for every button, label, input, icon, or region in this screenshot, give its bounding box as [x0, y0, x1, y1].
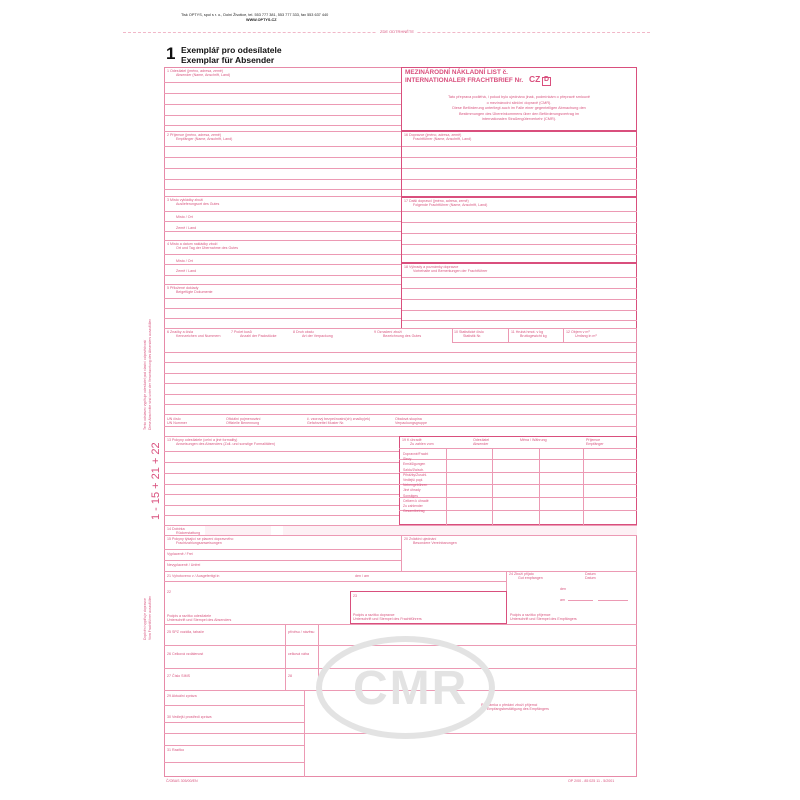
- f19-col-1: Odesílatel: [473, 438, 490, 442]
- adr-label-de-2: Offizielle Benennung: [226, 421, 260, 425]
- goods-header-line: [452, 342, 637, 343]
- divider: [164, 762, 304, 763]
- field-18-line: [402, 320, 637, 321]
- field-2-line: [164, 168, 401, 169]
- header-note-line: Tato přeprava podléhá, i pokud bylo ujednáno jinak, podmínkám o přepravě smlouvě: [447, 95, 591, 99]
- field-4-label-de: Ort und Tag der Übernahme des Gutes: [176, 246, 239, 250]
- field-19-head-de: Zu zahlen vom: [410, 442, 434, 446]
- f19-col-3: Příjemce: [586, 438, 601, 442]
- field-17-line: [402, 222, 637, 223]
- field-18-label-de: Vorbehalte und Bemerkungen der Frachtführer: [413, 269, 488, 273]
- f19-row-label: Zu zahlender: [403, 504, 423, 508]
- field-2-line: [164, 189, 401, 190]
- field-16-line: [402, 179, 637, 180]
- goods-col-divider: [508, 328, 509, 342]
- field-13-line: [164, 505, 399, 506]
- goods-col-divider: [452, 328, 453, 342]
- field-24-am: am: [560, 598, 565, 602]
- field-18-line: [402, 277, 637, 278]
- field-2-line: [164, 179, 401, 180]
- field-18-line: [402, 288, 637, 289]
- f19-row-label: Přirážky/Zuschl.: [403, 472, 428, 477]
- field-3-label-cz: 3 Místo vykládky zboží: [167, 198, 204, 202]
- field-5-line: [164, 308, 401, 309]
- field-5-label-cz: 5 Přiložené doklady: [167, 286, 199, 290]
- field-17-line: [402, 244, 637, 245]
- goods-row-line: [164, 394, 637, 395]
- field-5-line: [164, 318, 401, 319]
- goods-col-divider: [563, 328, 564, 342]
- field-18-line: [402, 299, 637, 300]
- field-18-line: [402, 310, 637, 311]
- divider: [164, 745, 304, 746]
- header-note-line: Bestimmungen des Übereinkommens über den Beförderungsvertrag im: [458, 111, 580, 116]
- goods-col-label-3: 8 Druh obalu: [293, 330, 314, 334]
- adr-label-de-4: Verpackungsgruppe: [395, 421, 427, 425]
- goods-row-line: [164, 404, 637, 405]
- goods-col-label-7: 12 Objem v m³: [566, 330, 590, 334]
- field-4-place: Místo / Ort: [176, 259, 193, 263]
- field-18-label-cz: 18 Výhrady a poznámky dopravce: [404, 265, 459, 269]
- printer-line-1: Tisk OPTYS, spol s r. o., Dolní Životice, tel. 553 777 381, 553 777 333, fax 553 637 440: [181, 13, 329, 17]
- field-13-label-cz: 13 Pokyny odesílatele (celní a jiné formality): [167, 438, 238, 442]
- field-1-line: [164, 104, 401, 105]
- goods-col-label-5: 10 Statistické číslo: [454, 330, 484, 334]
- f19-row-label: Ermäßigungen: [403, 462, 426, 467]
- field-3-place: Místo / Ort: [176, 215, 193, 219]
- field-4-label-cz: 4 Místo a datum nakládky zboží: [167, 242, 218, 246]
- field-1-label-de: Absender (Name, Anschrift, Land): [176, 73, 231, 77]
- field-24-label-de: Gut empfangen: [518, 576, 543, 580]
- goods-col-label-de-6: Bruttogewicht kg: [520, 334, 547, 338]
- field-26-label: 26 Celková vzdálenost: [167, 652, 204, 656]
- f19-row-label: Saldo/Zwisch.: [403, 467, 425, 472]
- field-3-line: [164, 231, 401, 232]
- f19-row-label: Celkem k úhradě: [403, 498, 429, 503]
- field-24-datum-de: Datum: [585, 576, 596, 580]
- divider: [164, 196, 401, 197]
- goods-col-label-de-5: Statistik Nr.: [463, 334, 482, 338]
- left-vertical-1: Tento odstavec vyplňuje odesílatel pod vlastní odpovědností: [143, 339, 147, 430]
- copy-title-cz: Exemplář pro odesílatele: [181, 45, 282, 55]
- field-5-line: [164, 298, 401, 299]
- field-3-label-de: Auslieferungsort des Gutes: [176, 202, 220, 206]
- divider: [164, 722, 304, 723]
- field-14-label-cz: 14 Dobírka: [167, 527, 185, 531]
- header-note-line: internationalen Straßengüterverkehr (CMR).: [481, 117, 557, 122]
- field-3-country: Země / Land: [176, 226, 197, 230]
- bottom-vertical: [285, 624, 286, 690]
- f19-row-label: Sonstiges: [403, 493, 418, 498]
- field-13-line: [164, 473, 399, 474]
- f19-row-label: Vedlejší popl.: [403, 478, 424, 482]
- field-23-sign-cz: Podpis a razítko dopravce: [353, 613, 395, 617]
- field-29-label: 29 Aktuální zpráva: [167, 694, 197, 698]
- goods-col-label-de-2: Anzahl der Packstücke: [240, 334, 277, 338]
- field-30-label: 30 Vedlejší prostředí zpráva: [167, 715, 212, 719]
- field-17-label-cz: 17 Další dopravci (jméno, adresa, země): [404, 199, 469, 203]
- f19-row-label: Gesamtbetrag: [403, 509, 425, 514]
- field-14-label-de: Rückerstattung: [176, 531, 201, 535]
- goods-col-label-de-4: Bezeichnung des Gutes: [383, 334, 422, 338]
- field-1-line: [164, 93, 401, 94]
- field-13-line: [164, 494, 399, 495]
- footer-right: OP 2/00 - 85 025 11 - 5/2001: [568, 779, 615, 783]
- field-1-line: [164, 115, 401, 116]
- adr-label-de-1: UN Nummer: [167, 421, 187, 425]
- divider: [164, 571, 637, 572]
- field-13-line: [164, 484, 399, 485]
- f19-row-label: Slevy: [403, 457, 412, 462]
- header-country: CZ: [529, 74, 541, 84]
- header-title-1: MEZINÁRODNÍ NÁKLADNÍ LIST č.: [405, 69, 508, 76]
- f19-row-label: Jiné úhrady: [403, 488, 421, 493]
- field-31-label: 31 Razítko: [167, 748, 185, 752]
- header-note-line: Diese Beförderung unterliegt auch im Falle einer gegenteiligen Abmachung den: [452, 106, 586, 111]
- field-4-line: [164, 254, 401, 255]
- cmr-watermark-text: CMR: [353, 662, 469, 715]
- field-22-sign-cz: Podpis a razítko odesílatele: [167, 614, 212, 618]
- goods-row-line: [164, 383, 637, 384]
- copy-number: 1: [166, 44, 176, 63]
- field-17-label-de: Folgende Frachtführer (Name, Anschrift, Land): [413, 203, 488, 207]
- field-23-sign-de: Unterschrift und Stempel des Frachtführers: [353, 617, 422, 621]
- f19-row-label: Dopravné/Fracht: [403, 452, 429, 456]
- adr-label-1: UN číslo: [167, 417, 181, 421]
- goods-col-label-de-7: Umfang in m³: [575, 334, 597, 338]
- field-25-trailer: přívěsu / návěsu: [288, 630, 315, 634]
- adr-line: [164, 426, 637, 427]
- divider: [164, 131, 401, 132]
- field-15-free: Vyplaceně / Frei: [167, 552, 193, 556]
- cod-shaded-area: [205, 526, 271, 535]
- goods-col-label-de-3: Art der Verpackung: [302, 334, 333, 338]
- field-2-line: [164, 146, 401, 147]
- field-2-label-de: Empfänger (Name, Anschrift, Land): [176, 137, 233, 141]
- field-17-line: [402, 211, 637, 212]
- field-25-label: 25 SPZ vozidla, tahače: [167, 630, 204, 634]
- field-16-line: [402, 168, 637, 169]
- f19-row-label: Nebengebühren: [403, 483, 428, 488]
- adr-label-3: č. vzorový bezpečnostní(ch) značky(ek): [307, 417, 371, 421]
- field-3-line: [164, 221, 401, 222]
- field-26-weight: celková váha: [288, 652, 309, 656]
- field-21-label: 21 Vyhotoveno v / Ausgefertigt in: [167, 574, 220, 578]
- f19-col-de-3: Empfänger: [586, 442, 604, 446]
- left-vertical-big: 1 - 15 + 21 + 22: [150, 442, 162, 520]
- left-vertical-3: Doplnění vyplňuje dopravce: [143, 598, 147, 640]
- field-4-line: [164, 264, 401, 265]
- field-3-line: [164, 211, 401, 212]
- field-19-box: [399, 436, 637, 525]
- footer-left: Č/OBAS 305/00/EN: [166, 779, 198, 783]
- divider: [568, 600, 593, 601]
- field-4-line: [164, 275, 401, 276]
- left-vertical-2: Diese Abschnitte sind unter der Verantwortung des Absenders auszufüllen: [148, 318, 152, 430]
- field-5-label-de: Beigefügte Dokumente: [176, 290, 213, 294]
- goods-row-line: [164, 352, 637, 353]
- field-1-label-cz: 1 Odesílatel (jméno, adresa, země): [167, 69, 224, 73]
- field-16-line: [402, 146, 637, 147]
- header-note-line: o mezinárodní silniční dopravě (CMR).: [486, 100, 552, 105]
- goods-col-label-4: 9 Označení zboží: [374, 330, 402, 334]
- field-21-date: den / am: [355, 574, 369, 578]
- divider: [164, 705, 304, 706]
- divider: [164, 284, 401, 285]
- goods-col-label-de-1: Kennzeichen und Nummern: [176, 334, 221, 338]
- f19-row-line: [399, 472, 637, 473]
- divider: [164, 560, 401, 561]
- f19-col-de-1: Absender: [473, 442, 489, 446]
- f19-head-line: [399, 448, 637, 449]
- field-32-note-cz: Poznámka o předání zboží příjemci: [481, 703, 538, 707]
- field-23-number: 23: [353, 594, 357, 598]
- divider: [598, 600, 628, 601]
- field-22-sign-de: Unterschrift und Stempel des Absenders: [167, 618, 232, 622]
- header-title-2: INTERNATIONALER FRACHTBRIEF Nr.: [405, 77, 524, 84]
- field-13-line: [164, 462, 399, 463]
- divider: [164, 549, 401, 550]
- field-24-label-cz: 24 Zboží přijato: [509, 572, 534, 576]
- field-19-head-cz: 19 K úhradě: [402, 438, 422, 442]
- field-2-line: [164, 157, 401, 158]
- adr-label-4: Obalová skupina: [395, 417, 422, 421]
- divider: [164, 624, 637, 625]
- field-27-label: 27 Číslo SIMS: [167, 674, 190, 678]
- field-17-line: [402, 233, 637, 234]
- goods-col-label-6: 11 Hrubá hmot. v kg: [511, 330, 544, 334]
- field-1-line: [164, 82, 401, 83]
- field-1-line: [164, 125, 401, 126]
- field-24-sign-de: Unterschrift und Stempel des Empfängers: [510, 617, 577, 621]
- field-4-country: Země / Land: [176, 269, 197, 273]
- divider: [164, 414, 637, 415]
- field-20-label-de: Besondere Vereinbarungen: [413, 541, 457, 545]
- field-15-label-cz: 15 Pokyny týkající se placení dopravného: [167, 537, 234, 541]
- field-24-datum: Datum: [585, 572, 596, 576]
- cod-shaded-area-2: [283, 526, 637, 535]
- field-16-line: [402, 157, 637, 158]
- copy-title-de: Exemplar für Absender: [181, 55, 275, 65]
- goods-row-line: [164, 373, 637, 374]
- field-22-number: 22: [167, 590, 171, 594]
- divider: [164, 581, 506, 582]
- field-20-label-cz: 20 Zvláštní ujednání: [404, 537, 437, 541]
- adr-label-de-3: Gefahrzettel Muster Nr.: [307, 421, 345, 425]
- field-32-note-de: Empfangsbestätigung des Empfängers: [487, 707, 549, 711]
- f19-row-line: [399, 459, 637, 460]
- field-24-den: den: [560, 587, 566, 591]
- goods-col-label-2: 7 Počet kusů: [231, 330, 252, 334]
- f19-row-line: [399, 497, 637, 498]
- left-vertical-4: Vom Frachtführer auszufüllen: [148, 595, 152, 640]
- divider: [164, 240, 401, 241]
- field-24-sign-cz: Podpis a razítko příjemce: [510, 613, 551, 617]
- field-15-unfree: Nevyplaceně / Unfrei: [167, 563, 201, 567]
- field-16-line: [402, 189, 637, 190]
- field-13-line: [164, 451, 399, 452]
- printer-line-2: WWW.OPTYS.CZ: [246, 18, 277, 22]
- field-13-label-de: Anweisungen des Absenders (Zoll- und sonstige Formalitäten): [176, 442, 276, 446]
- field-13-line: [164, 515, 399, 516]
- field-2-label-cz: 2 Příjemce (jméno, adresa, země): [167, 133, 222, 137]
- field-28-label: 28: [288, 674, 292, 678]
- f15-vertical: [401, 535, 402, 571]
- field-17-line: [402, 254, 637, 255]
- field-15-label-de: Frachtzahlungsanweisungen: [176, 541, 222, 545]
- goods-col-label-1: 6 Značky a čísla: [167, 330, 193, 334]
- field-16-label-de: Frachtführer (Name, Anschrift, Land): [413, 137, 472, 141]
- goods-row-line: [164, 362, 637, 363]
- field-16-label-cz: 16 Dopravce (jméno, adresa, země): [404, 133, 462, 137]
- tear-label: ZDE ODTRHNĚTE: [377, 30, 417, 34]
- divider: [164, 328, 637, 329]
- f19-col-2: Měna / Währung: [520, 438, 547, 442]
- header-letter: D: [544, 76, 550, 83]
- adr-label-2: Oficiální pojmenování: [226, 417, 261, 421]
